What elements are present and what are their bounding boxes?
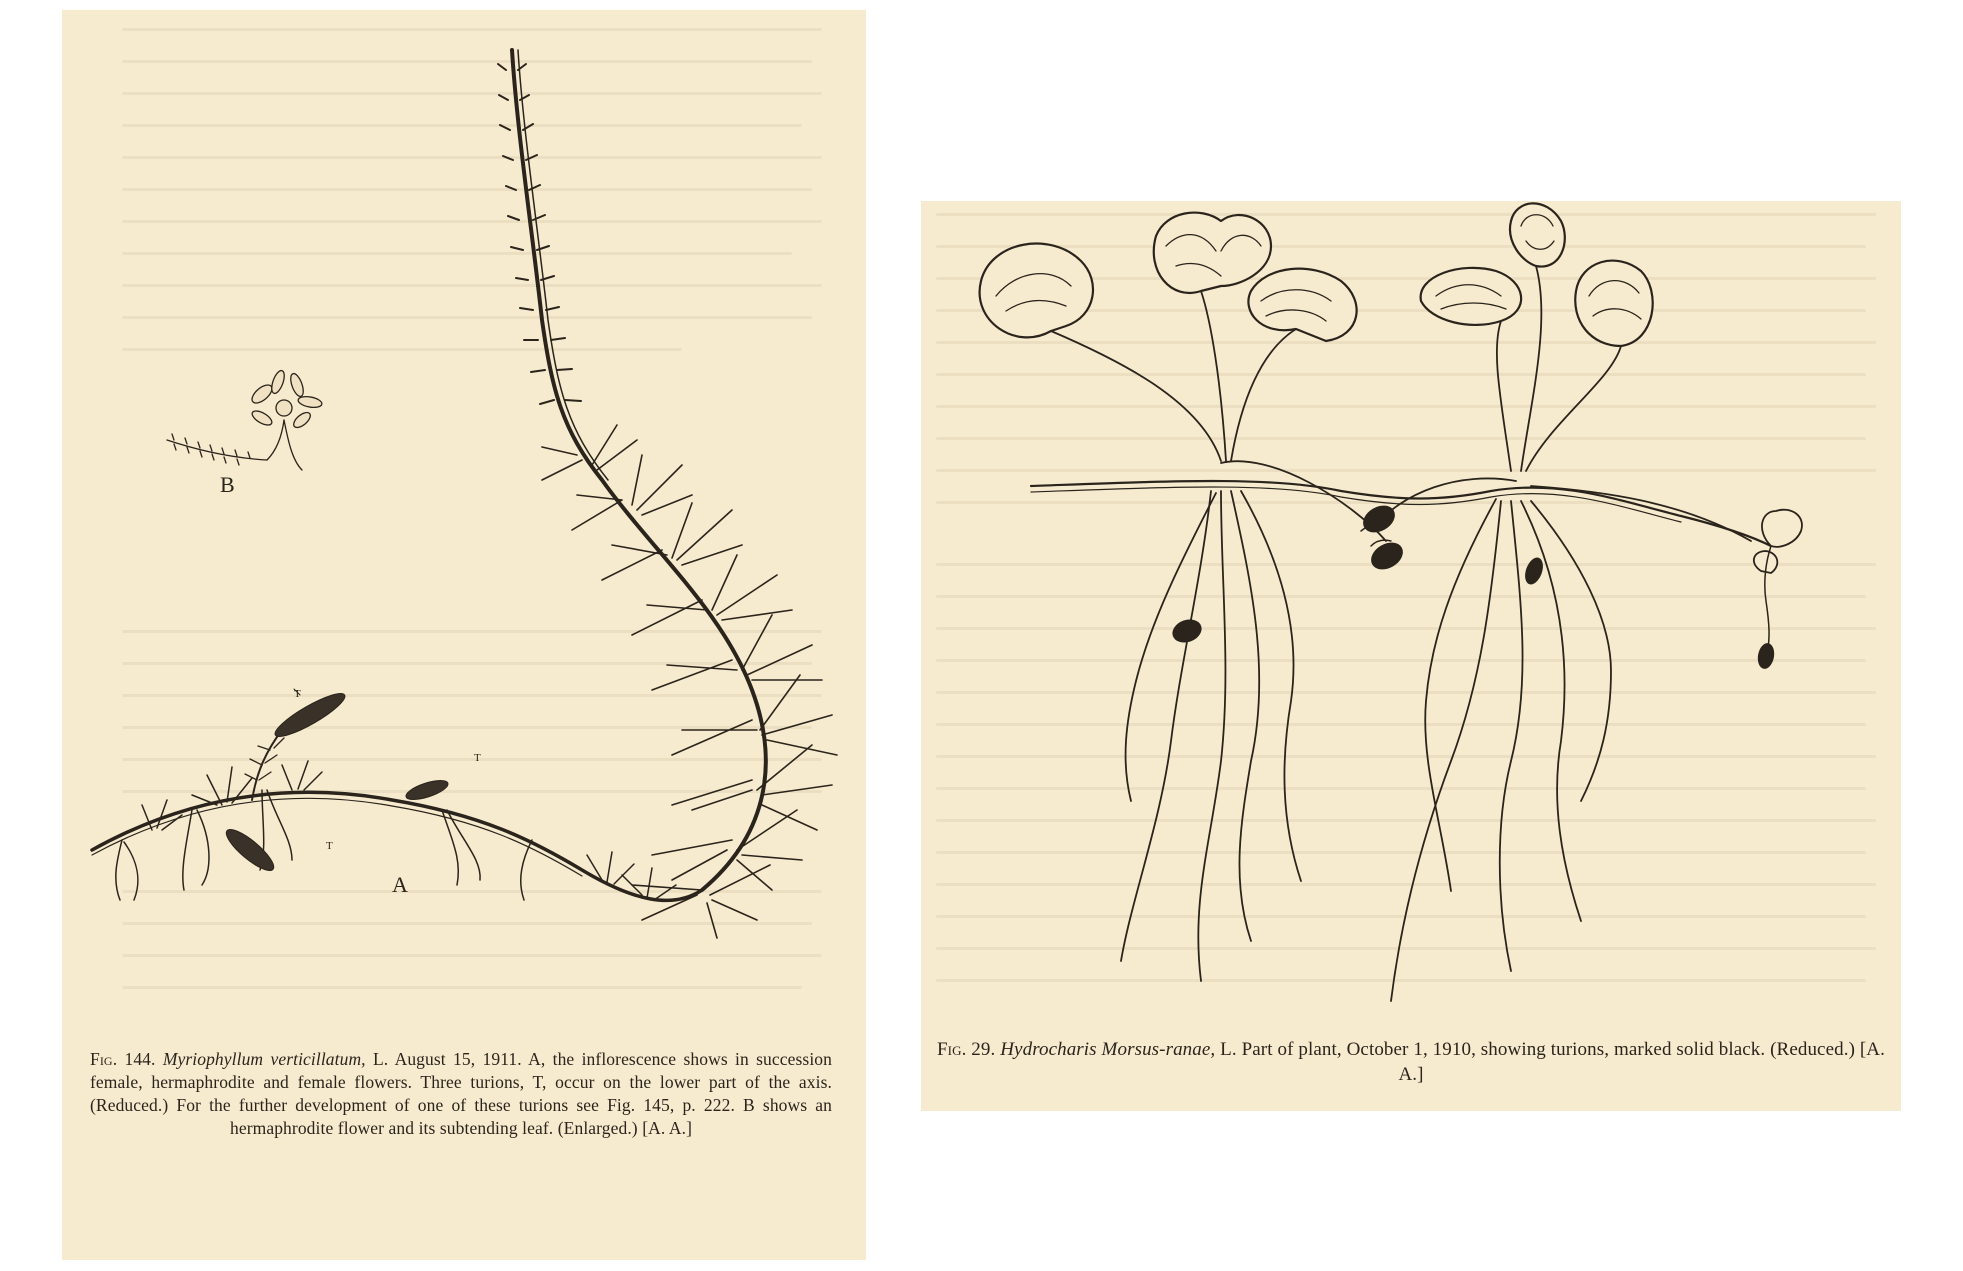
myriophyllum-illustration <box>62 10 866 1040</box>
hydrocharis-illustration <box>921 201 1901 1031</box>
label-b: B <box>220 472 235 497</box>
caption-text: L. August 15, 1911. A, the inflorescence shows in succession female, hermaphrodite and female flowers. Three turions, T, occur on the lower part of the axis. (Reduced.) For the further development of one of these turions see Fig. 145, p. 222. B shows an hermaphrodite flower and its subtending leaf. (Enlarged.) [A. A.] <box>90 1049 832 1138</box>
fig-label: Fig. 29. <box>937 1039 996 1060</box>
caption-text: L. Part of plant, October 1, 1910, showing turions, marked solid black. (Reduced.) [A. A.] <box>1220 1039 1885 1085</box>
label-t-2: T <box>474 752 481 764</box>
label-t-1: T <box>294 688 301 700</box>
fig-label: Fig. 144. <box>90 1049 156 1069</box>
species-name: Hydrocharis Morsus-ranae, <box>1000 1039 1216 1060</box>
figure-caption-29 <box>937 1037 1885 1087</box>
figure-page-hydrocharis <box>921 201 1901 1111</box>
figure-caption-144 <box>90 1048 832 1140</box>
label-t-3: T <box>326 840 333 852</box>
species-name: Myriophyllum verticillatum, <box>162 1049 366 1069</box>
figure-page-myriophyllum <box>62 10 866 1260</box>
label-a: A <box>392 872 408 897</box>
